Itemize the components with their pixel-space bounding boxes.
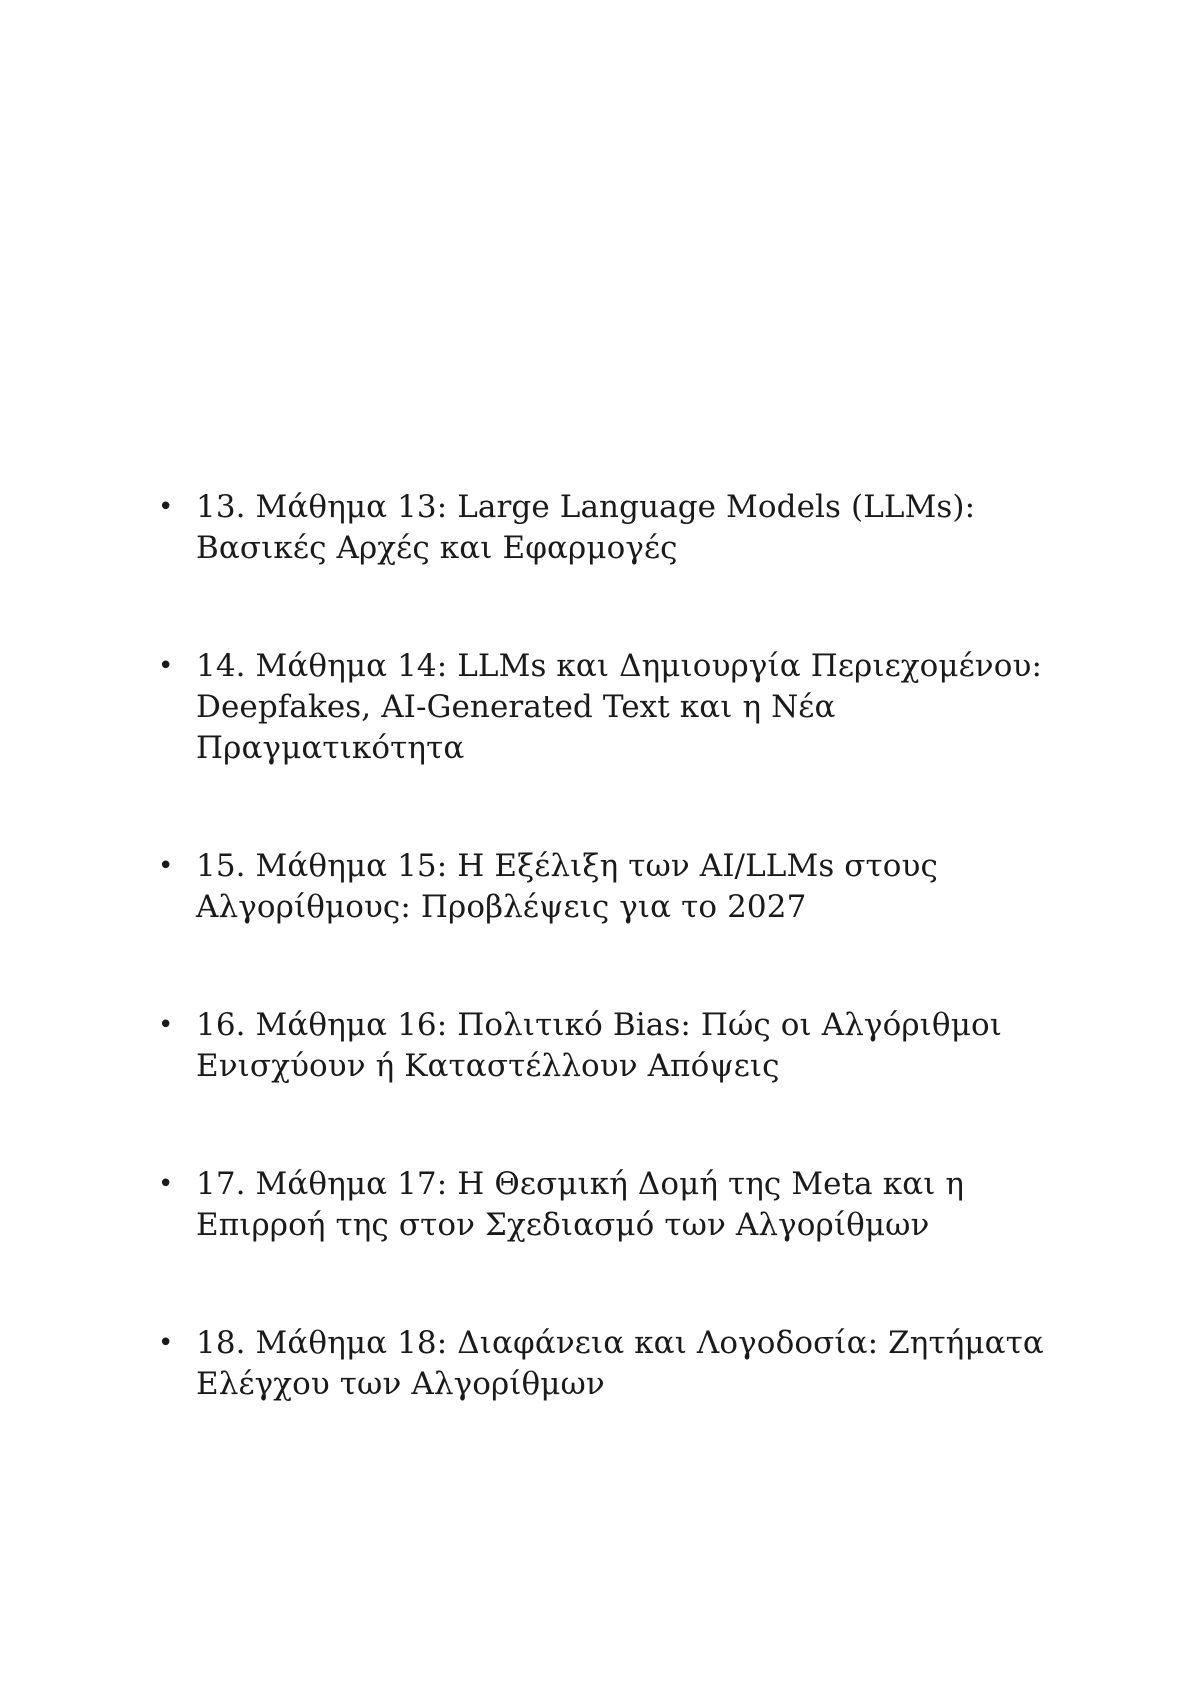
bullet-icon: •	[158, 1169, 174, 1199]
lesson-title: 13. Μάθημα 13: Large Language Models (LLMs): Βασικές Αρχές και Εφαρμογές	[196, 489, 976, 566]
lesson-title: 15. Μάθημα 15: Η Εξέλιξη των AI/LLMs στους Αλγορίθμους: Προβλέψεις για το 2027	[196, 848, 938, 925]
lesson-title: 16. Μάθημα 16: Πολιτικό Bias: Πώς οι Αλγόριθμοι Ενισχύουν ή Καταστέλλουν Απόψεις	[196, 1007, 1002, 1084]
bullet-icon: •	[158, 851, 174, 881]
lesson-title: 18. Μάθημα 18: Διαφάνεια και Λογοδοσία: Ζητήματα Ελέγχου των Αλγορίθμων	[196, 1325, 1044, 1402]
list-item	[158, 1323, 1058, 1405]
list-item	[158, 646, 1058, 769]
list-item	[158, 846, 1058, 928]
bullet-icon: •	[158, 1010, 174, 1040]
bullet-icon: •	[158, 1328, 174, 1358]
list-item	[158, 1164, 1058, 1246]
lesson-title: 17. Μάθημα 17: Η Θεσμική Δομή της Meta και η Επιρροή της στον Σχεδιασμό των Αλγορίθμων	[196, 1166, 965, 1243]
list-item	[158, 1005, 1058, 1087]
bullet-icon: •	[158, 651, 174, 681]
lesson-title: 14. Μάθημα 14: LLMs και Δημιουργία Περιεχομένου: Deepfakes, AI-Generated Text και η Νέα Πραγματικότητα	[196, 648, 1042, 766]
list-item	[158, 487, 1058, 569]
lesson-list	[158, 487, 1058, 1482]
bullet-icon: •	[158, 492, 174, 522]
